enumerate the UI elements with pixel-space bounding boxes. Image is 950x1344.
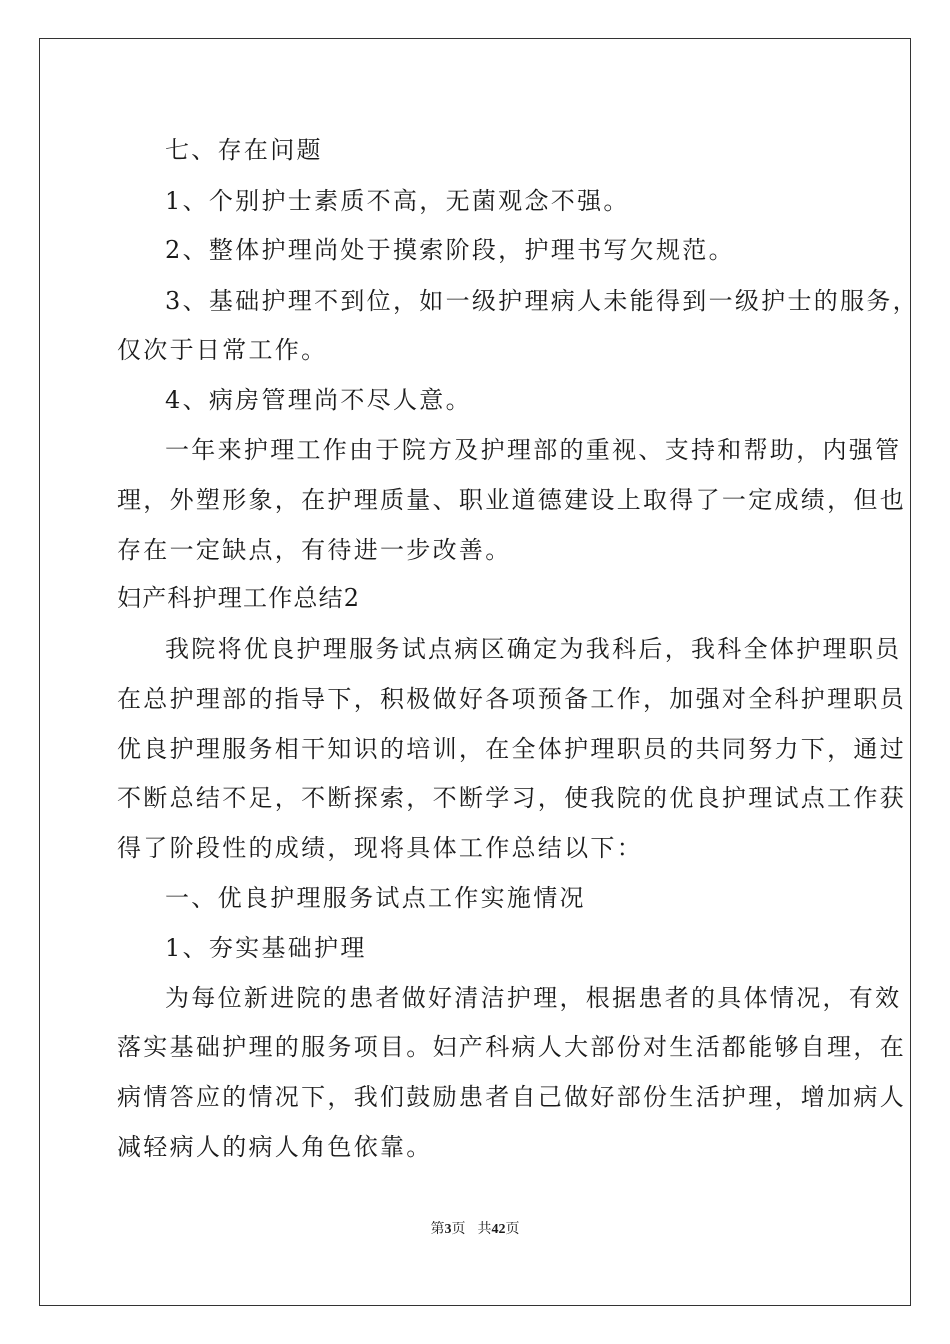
document-title: 妇产科护理工作总结2 — [117, 584, 361, 612]
page-number: 3 — [444, 1222, 452, 1237]
paragraph-line: 存在一定缺点，有待进一步改善。 — [117, 536, 512, 564]
section-heading: 七、存在问题 — [165, 136, 323, 164]
paragraph-line: 在总护理部的指导下，积极做好各项预备工作，加强对全科护理职员 — [117, 685, 906, 713]
page-prefix: 第 — [430, 1222, 445, 1237]
paragraph-line: 3、基础护理不到位，如一级护理病人未能得到一级护士的服务， — [165, 287, 919, 315]
section-heading: 一、优良护理服务试点工作实施情况 — [165, 884, 586, 912]
paragraph-line: 病情答应的情况下，我们鼓励患者自己做好部份生活护理，增加病人 — [117, 1083, 906, 1111]
paragraph-line: 理，外塑形象，在护理质量、职业道德建设上取得了一定成绩，但也 — [117, 486, 906, 514]
paragraph-line: 减轻病人的病人角色依靠。 — [117, 1133, 433, 1161]
total-unit: 页 — [505, 1222, 520, 1237]
paragraph-line: 一年来护理工作由于院方及护理部的重视、支持和帮助，内强管 — [165, 436, 902, 464]
paragraph-line: 得了阶段性的成绩，现将具体工作总结以下： — [117, 834, 643, 862]
subsection-heading: 1、夯实基础护理 — [165, 934, 367, 962]
paragraph-line: 为每位新进院的患者做好清洁护理，根据患者的具体情况，有效 — [165, 984, 902, 1012]
page-footer — [0, 1218, 950, 1238]
paragraph-line: 我院将优良护理服务试点病区确定为我科后，我科全体护理职员 — [165, 635, 902, 663]
paragraph-line: 1、个别护士素质不高，无菌观念不强。 — [165, 187, 630, 215]
paragraph-line: 不断总结不足，不断探索，不断学习，使我院的优良护理试点工作获 — [117, 784, 906, 812]
paragraph-line: 4、病房管理尚不尽人意。 — [165, 386, 472, 414]
paragraph-line: 优良护理服务相干知识的培训，在全体护理职员的共同努力下，通过 — [117, 735, 906, 763]
paragraph-line: 2、整体护理尚处于摸索阶段，护理书写欠规范。 — [165, 236, 735, 264]
page-border — [39, 38, 911, 1306]
paragraph-line: 落实基础护理的服务项目。妇产科病人大部份对生活都能够自理，在 — [117, 1033, 906, 1061]
total-prefix: 共 — [477, 1222, 492, 1237]
page-unit: 页 — [451, 1222, 466, 1237]
paragraph-line: 仅次于日常工作。 — [117, 336, 328, 364]
total-pages: 42 — [491, 1222, 506, 1237]
